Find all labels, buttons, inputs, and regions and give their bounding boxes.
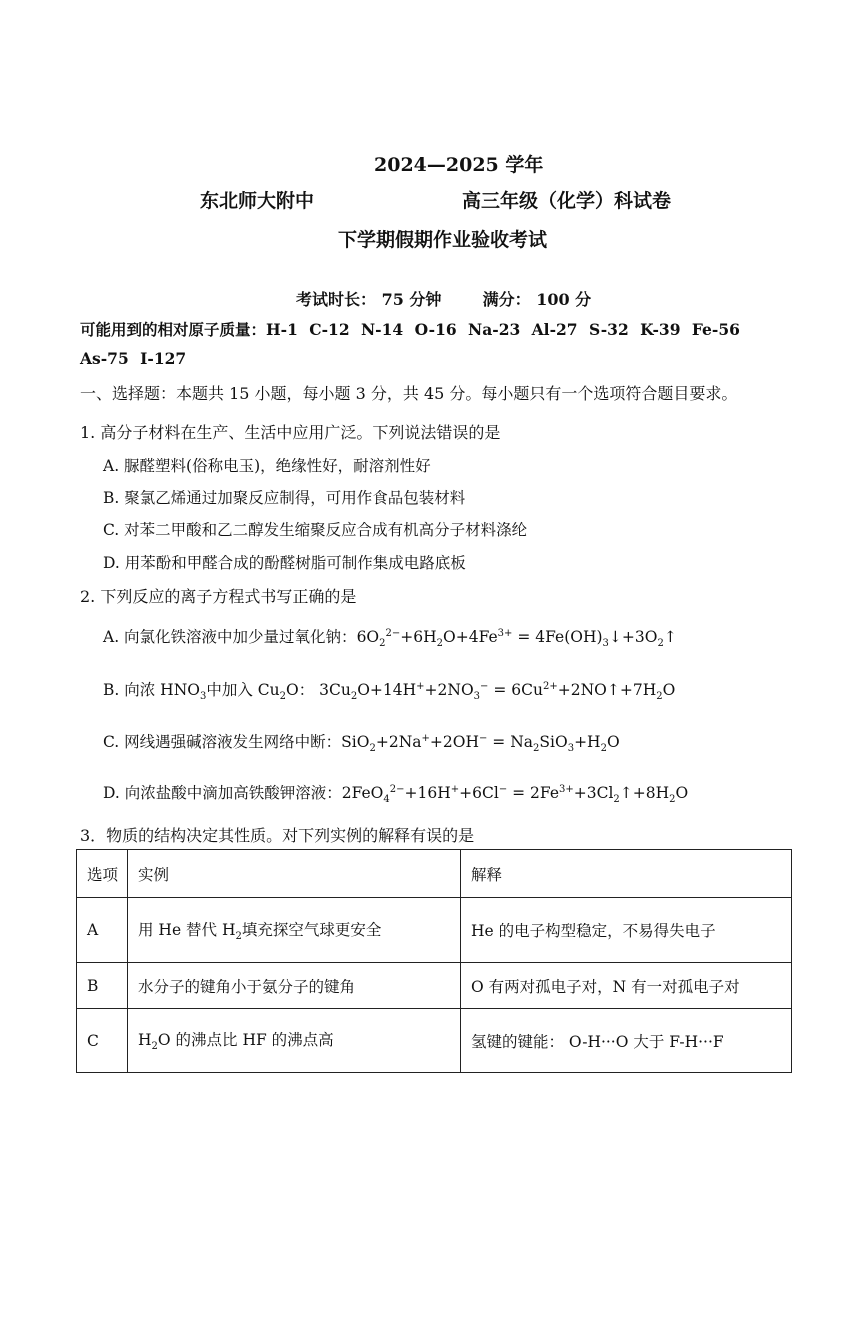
course-title: 高三年级（化学）科试卷 (462, 190, 672, 212)
row-option: B (77, 963, 128, 1009)
score-label: 满分： (482, 290, 531, 309)
exam-year: 2024—2025 学年 (374, 154, 544, 176)
row-explanation: He 的电子构型稳定，不易得失电子 (461, 898, 792, 963)
table-row (77, 963, 792, 1009)
question-1-option-c: C. 对苯二甲酸和乙二醇发生缩聚反应合成有机高分子材料涤纶 (103, 521, 528, 539)
duration-value: 75 分钟 (381, 290, 442, 309)
question-2-option-b: B. 向浓 $HNO_3$中加入 $Cu_2O$： $3Cu_2O+14H^++2NO_3^-$ = $6Cu^{2+}+2NO↑+7H_2O$ (103, 680, 676, 703)
atomic-masses-values: H-1 C-12 N-14 O-16 Na-23 Al-27 S-32 K-39 Fe-56 (266, 320, 740, 339)
question-1-option-d: D. 用苯酚和甲醛合成的酚醛树脂可制作集成电路底板 (103, 554, 466, 572)
table-header-row (77, 850, 792, 898)
table-header-example: 实例 (128, 850, 461, 898)
row-example: 用 He 替代 $H_2$填充探空气球更安全 (128, 898, 461, 963)
school-name: 东北师大附中 (200, 190, 315, 212)
row-explanation: O 有两对孤电子对，N 有一对孤电子对 (461, 963, 792, 1009)
question-2-option-a: A. 向氯化铁溶液中加少量过氧化钠：$6O_2^{2-}+6H_2O+4Fe^{3+}$ = $4Fe(OH)_3↓+3O_2↑$ (103, 627, 677, 650)
atomic-masses-label: 可能用到的相对原子质量： (80, 320, 267, 339)
table-header-explanation: 解释 (461, 850, 792, 898)
atomic-masses-line2: As-75 I-127 (80, 349, 187, 368)
question-1-stem: 1. 高分子材料在生产、生活中应用广泛。下列说法错误的是 (80, 423, 501, 442)
question-2-stem: 2. 下列反应的离子方程式书写正确的是 (80, 587, 357, 606)
question-3-stem: 3．物质的结构决定其性质。对下列实例的解释有误的是 (80, 826, 475, 845)
question-1-option-a: A. 脲醛塑料(俗称电玉)，绝缘性好，耐溶剂性好 (103, 457, 431, 475)
exam-title: 下学期假期作业验收考试 (338, 229, 548, 251)
table-header-option: 选项 (77, 850, 128, 898)
exam-info (296, 287, 591, 310)
table-row (77, 1009, 792, 1073)
row-option: C (77, 1009, 128, 1073)
question-2-option-d: D. 向浓盐酸中滴加高铁酸钾溶液：$2FeO_4^{2-}+16H^++6Cl^- = 2Fe^{3+}+3Cl_2↑+8H_2O$ (103, 783, 689, 806)
duration-label: 考试时长： (296, 290, 377, 309)
row-example: $H_2O$ 的沸点比 HF 的沸点高 (128, 1009, 461, 1073)
question-3-table (76, 849, 792, 1073)
question-1-option-b: B. 聚氯乙烯通过加聚反应制得，可用作食品包装材料 (103, 489, 466, 507)
table-row (77, 898, 792, 963)
question-2-option-c: C. 网线遇强碱溶液发生网络中断：$SiO_2+2Na^++2OH^- = Na_2SiO_3+H_2O$ (103, 732, 620, 755)
row-example: 水分子的键角小于氨分子的键角 (128, 963, 461, 1009)
row-option: A (77, 898, 128, 963)
score-value: 100 分 (536, 290, 592, 309)
section-heading: 一、选择题：本题共 15 小题，每小题 3 分，共 45 分。每小题只有一个选项符合题目要求。 (80, 384, 738, 403)
row-explanation: 氢键的键能： O-H···O 大于 F-H···F (461, 1009, 792, 1073)
atomic-masses-line1 (80, 318, 740, 340)
